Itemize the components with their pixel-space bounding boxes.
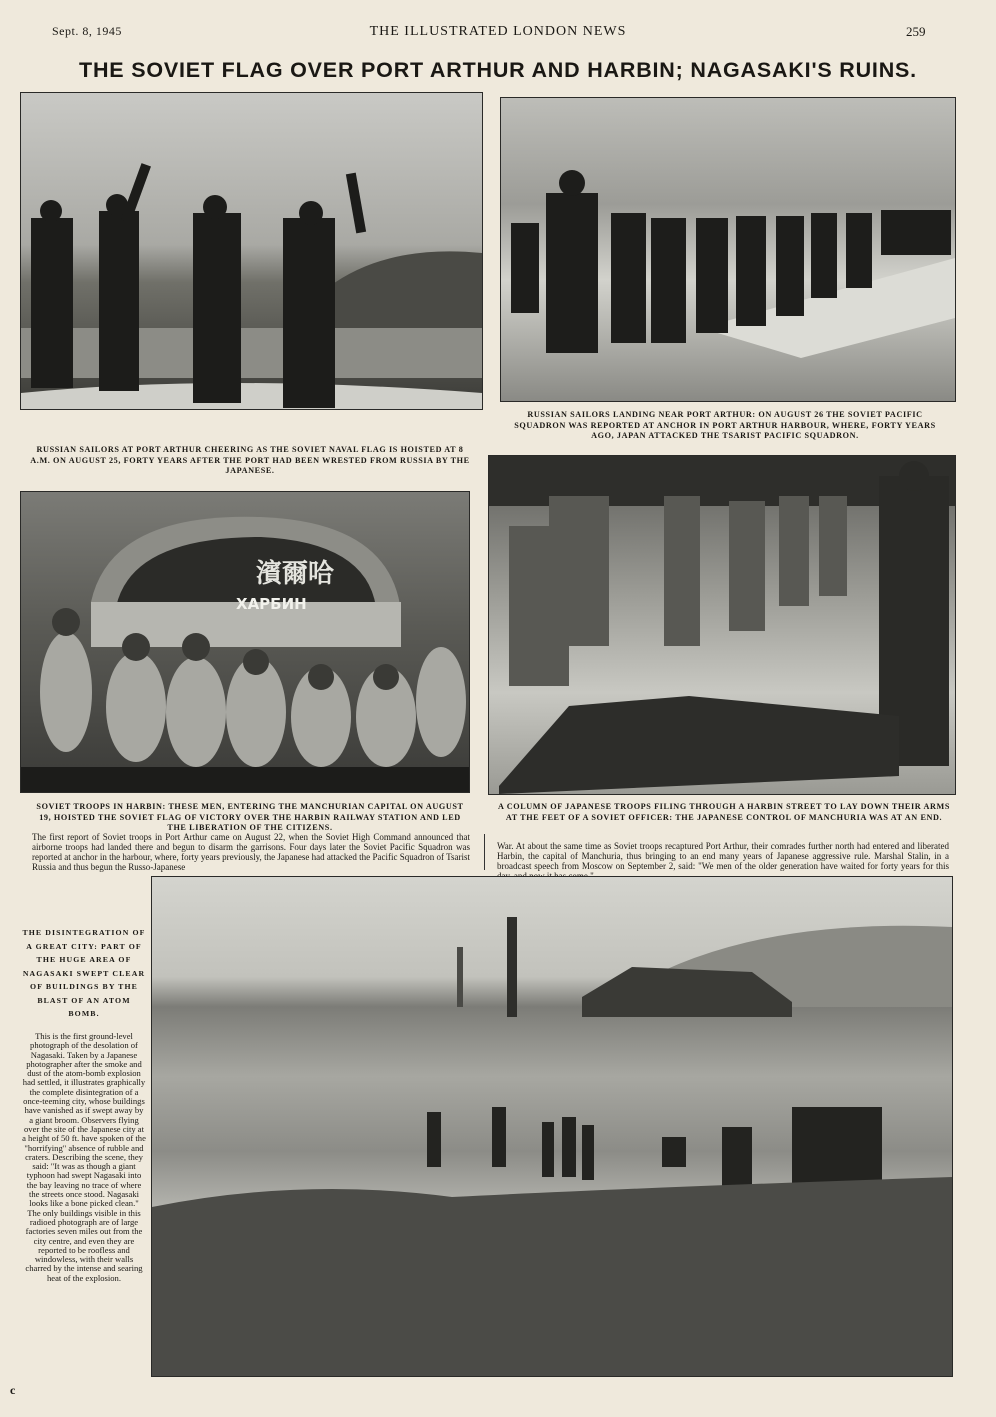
caption-japanese-column: A COLUMN OF JAPANESE TROOPS FILING THROUGH A HARBIN STREET TO LAY DOWN THEIR ARMS AT THE FEET OF A SOVIET OFFICER: THE JAPANESE CONTROL OF MANCHURIA WAS AT AN END. <box>498 802 950 822</box>
sidebar-text: This is the first ground-level photograph of the desolation of Nagasaki. Taken by a Japanese photographer after the smoke and dust of the atom-bomb explosion had settled, it illustrates graphically the complete disintegration of a once-teeming city, whose buildings have vanished as if swept away by a giant broom. Observers flying over the site of the Japanese city at a height of 50 ft. have spoken of the "horrifying" absence of rubble and craters. Describing the scene, they said: "It was as though a giant typhoon had swept Nagasaki into the bay leaving no trace of where the streets once stood. Nagasaki looks like a bone picked clean." The only buildings visible in this radioed photograph are of large factories seven miles out from the city centre, and even they are reported to be roofless and windowless, with their walls charred by the intense and searing heat of the explosion. <box>22 1031 146 1283</box>
photo-sailors-cheering <box>20 92 483 410</box>
caption-sailors-cheering: RUSSIAN SAILORS AT PORT ARTHUR CHEERING AS THE SOVIET NAVAL FLAG IS HOISTED AT 8 A.M. ON AUGUST 25, FORTY YEARS AFTER THE PORT HAD BEEN WRESTED FROM RUSSIA BY THE JAPANESE. <box>30 445 470 476</box>
station-sign-chinese: 濱爾哈 <box>256 559 335 589</box>
headline: THE SOVIET FLAG OVER PORT ARTHUR AND HARBIN; NAGASAKI'S RUINS. <box>79 58 917 82</box>
caption-soviet-troops-harbin: SOVIET TROOPS IN HARBIN: THESE MEN, ENTERING THE MANCHURIAN CAPITAL ON AUGUST 19, HOISTED THE SOVIET FLAG OF VICTORY OVER THE HARBIN RAILWAY STATION AND LED THE LIBERATION OF THE CITIZENS. <box>36 802 464 833</box>
body-text-left: The first report of Soviet troops in Port Arthur came on August 22, when the Soviet High Command announced that airborne troops had landed there and begun to disarm the garrisons. Four days later the Soviet Pacific Squadron was reported at anchor in the harbour, where, forty years previously, the Japanese had attacked the Pacific Squadron of Tsarist Russia and thus begun the Russo-Japanese <box>32 832 470 872</box>
page-number: 259 <box>906 24 926 39</box>
column-divider <box>484 834 485 870</box>
photo-sailors-landing <box>500 97 956 402</box>
body-text-right: War. At about the same time as Soviet troops recaptured Port Arthur, their comrades further north had entered and liberated Harbin, the capital of Manchuria, thus bringing to an end many years of Japanese aggressive rule. Marshal Stalin, in a broadcast speech from Moscow on September 2, said: "We men of the older generation have waited for forty years for this <box>497 841 949 871</box>
photo-soviet-troops-harbin <box>20 491 470 793</box>
footer-mark: c <box>10 1383 16 1397</box>
issue-date: Sept. 8, 1945 <box>52 24 122 38</box>
caption-sailors-landing: RUSSIAN SAILORS LANDING NEAR PORT ARTHUR: ON AUGUST 26 THE SOVIET PACIFIC SQUADRON WAS REPORTED AT ANCHOR IN PORT ARTHUR HARBOUR, WHERE, FORTY YEARS AGO, JAPAN ATTACKED THE TSARIST PACIFIC SQUADRON. <box>514 410 936 441</box>
publication-title: THE ILLUSTRATED LONDON NEWS <box>369 24 627 39</box>
sidebar-heading: THE DISINTEGRATION OF A GREAT CITY: PART OF THE HUGE AREA OF NAGASAKI SWEPT CLEAR OF BUILDINGS BY THE BLAST OF AN ATOM BOMB. <box>22 928 146 1018</box>
photo-nagasaki-ruins <box>151 876 953 1377</box>
photo-japanese-column <box>488 455 956 795</box>
station-sign-russian: ХАРБИН <box>236 595 307 613</box>
